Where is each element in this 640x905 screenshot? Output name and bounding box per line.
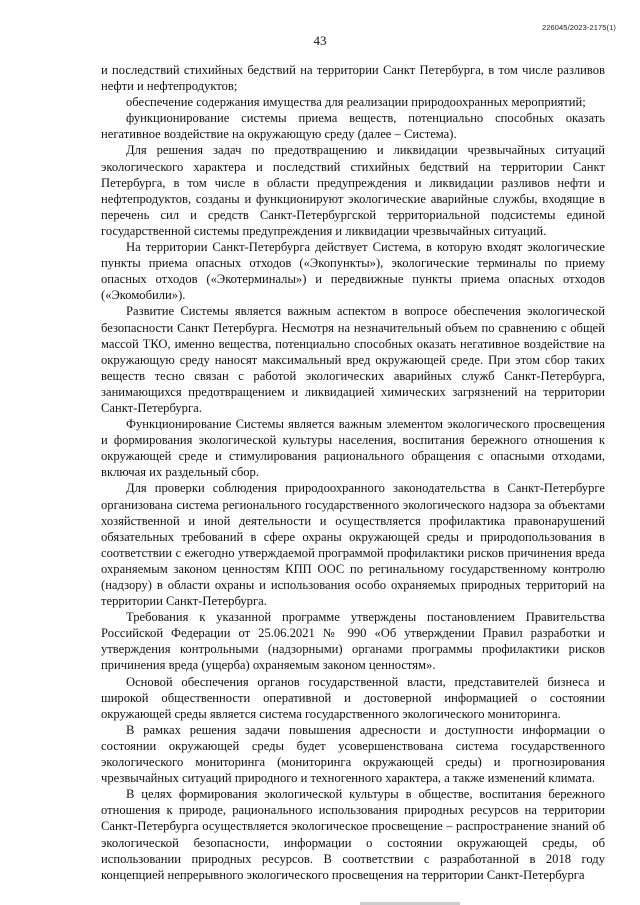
paragraph: Функционирование Системы является важным элементом экологического просвещения и формирования экологической культуры населения, воспитания бережного отношения к окружающей среде и стимулирования рационального обращения с опасными отходами, включая их раздельный сбор. [101, 417, 605, 480]
paragraph: Для решения задач по предотвращению и ликвидации чрезвычайных ситуаций экологического характера и последствий стихийных бедствий на территории Санкт Петербурга, в том числе в области предупреждения и ликвидации разливов нефти и нефтепродуктов, созданы и функционируют экологические аварийные службы, входящие в перечень сил и средств Санкт-Петербургской территориальной подсистемы единой государственной системы предупреждения и ликвидации чрезвычайных ситуаций. [101, 143, 605, 238]
paragraph: Для проверки соблюдения природоохранного законодательства в Санкт-Петербурге организована система регионального государственного экологического надзора за объектами хозяйственной и иной деятельности и осуществляется профилактика правонарушений обязательных требований в сфере охраны окружающей среды и природопользования в соответствии с ежегодно утверждаемой программой профилактики рисков причинения вреда охраняемым законом ценностям КПП ООС по регинальному государственному контролю (надзору) в области охраны и использования особо охраняемых природных территорий на территории Санкт-Петербурга. [101, 481, 605, 609]
paragraph: Требования к указанной программе утверждены постановлением Правительства Российской Федерации от 25.06.2021 № 990 «Об утверждении Правил разработки и утверждения контрольными (надзорными) органами программы профилактики рисков причинения вреда (ущерба) охраняемым законом ценностям». [101, 610, 605, 673]
page-number: 43 [313, 33, 327, 48]
paragraph: Основой обеспечения органов государственной власти, представителей бизнеса и широкой общественности оперативной и достоверной информацией о состоянии окружающей среды является система государственного экологического мониторинга. [101, 674, 605, 721]
paragraph: обеспечение содержания имущества для реализации природоохранных мероприятий; [126, 95, 586, 110]
paragraph: На территории Санкт-Петербурга действует Система, в которую входят экологические пункты приема опасных отходов («Экопункты»), экологические терминалы по приему опасных отходов («Экотерминалы») и передвижные пункты приема опасных отходов («Экомобили»). [101, 240, 605, 303]
paragraph: В целях формирования экологической культуры в обществе, воспитания бережного отношения к природе, рационального использования природных ресурсов на территории Санкт-Петербурга осуществляется экологическое просвещение – распространение знаний об экологической безопасности, информации о состоянии окружающей среды, об использовании природных ресурсов. В соответствии с разработанной в 2018 году концепцией непрерывного экологического просвещения на территории Санкт-Петербурга [101, 787, 605, 882]
paragraph: В рамках решения задачи повышения адресности и доступности информации о состоянии окружающей среды будет усовершенствована система государственного экологического мониторинга (мониторинга окружающей среды) и прогнозирования чрезвычайных ситуаций природного и техногенного характера, а также изменений климата. [101, 722, 605, 786]
document-body [101, 62, 605, 883]
paragraph: Развитие Системы является важным аспектом в вопросе обеспечения экологической безопасности Санкт Петербурга. Несмотря на незначительный объем по сравнению с общей массой ТКО, именно вещества, потенциально способных оказать негативное воздействие на окружающую среду наносят максимальный вред окружающей среде. При этом сбор таких веществ тесно связан с работой экологических аварийных служб Санкт-Петербурга, занимающихся предотвращением и ликвидацией химических загрязнений на территории Санкт-Петербурга. [101, 304, 605, 415]
paragraph: и последствий стихийных бедствий на территории Санкт Петербурга, в том числе разливов нефти и нефтепродуктов; [101, 63, 605, 94]
document-id: 226045/2023-2175(1) [541, 23, 616, 32]
paragraph: функционирование системы приема веществ, потенциально способных оказать негативное воздействие на окружающую среду (далее – Система). [101, 111, 605, 142]
